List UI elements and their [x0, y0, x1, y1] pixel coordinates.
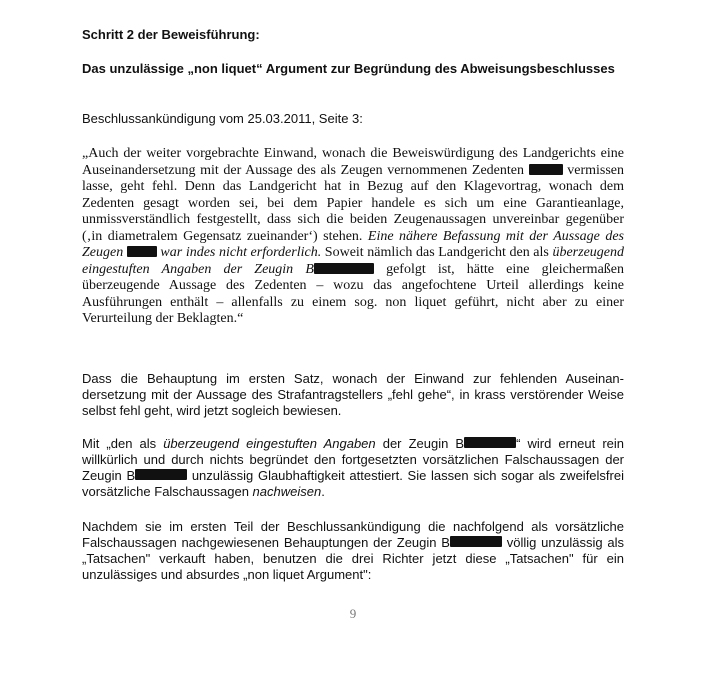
- body-paragraph-2: [82, 436, 624, 500]
- redaction-bar: [450, 536, 502, 547]
- redaction-bar: [464, 437, 516, 448]
- body-paragraph-3: [82, 519, 624, 583]
- announcement-reference: Beschlussankündigung vom 25.03.2011, Seite 3:: [82, 111, 363, 126]
- quote-text: vermissen lasse, geht fehl. Denn das Landgericht hat in Bezug auf den Klagevortrag, wonach dem Zedenten gesagt worden sei, bei dem Papier handele es sich um eine Garantieanlage, unmissverständlich festgestellt, dass sich die beiden Zeugenaussagen unvereinbar gegenüber (‚in diametralem Gegensatz zueinander‘) stehen.: [82, 162, 625, 244]
- quote-text: Soweit nämlich das Landgericht den als: [321, 245, 553, 260]
- paragraph-italic-text: nachweisen: [252, 484, 322, 499]
- paragraph-text: .: [321, 484, 325, 499]
- quote-text: „Auch der weiter vorgebrachte Einwand, wonach die Beweiswürdigung des Landgerichts eine Auseinandersetzung mit der Aussage des als Zeugen vernommenen Zedenten: [82, 146, 624, 178]
- paragraph-text: unzulässig Glaubhaftigkeit attestiert. Sie lassen sich sogar als zweifelsfrei vorsätzliche Falschaussagen: [82, 468, 624, 499]
- redaction-bar: [314, 263, 374, 274]
- section-heading: Das unzulässige „non liquet“ Argument zur Begründung des Abweisungsbeschlusses: [82, 61, 615, 76]
- paragraph-text: völlig unzulässig als „Tatsachen" verkauft haben, benutzen die drei Richter jetzt diese „Tatsachen" für ein unzulässiges und absurdes „non liquet Argument":: [82, 535, 624, 582]
- paragraph-text: Mit „den als: [82, 436, 164, 451]
- step-heading: Schritt 2 der Beweisführung:: [82, 27, 260, 42]
- quote-text: gefolgt ist, hätte eine gleichermaßen überzeugende Aussage des Zedenten – wozu das angefochtene Urteil allerdings keine Ausführungen enthält – allenfalls zu einem sog. non liquet geführt, nicht aber zu einer Verurteilung der Beklagten.“: [82, 261, 625, 326]
- paragraph-text: der Zeugin B: [375, 436, 465, 451]
- paragraph-text: Nachdem sie im ersten Teil der Beschlussankündigung die nachfolgend als vorsätzliche Falschaussagen nachgewiesenen Behauptungen der Zeugin B: [82, 519, 624, 550]
- body-paragraph-1: Dass die Behauptung im ersten Satz, wonach der Einwand zur fehlenden Auseinandersetzung mit der Aussage des Strafantragstellers „fehl gehe“, in krass verstörender Weise selbst fehl geht, wird jetzt sogleich bewiesen.: [82, 371, 624, 418]
- redaction-bar: [127, 246, 157, 257]
- redaction-bar: [529, 164, 563, 175]
- quote-italic-text: war indes nicht erforderlich.: [156, 245, 322, 260]
- quote-italic-text: Eine nähere Befassung mit der Aussage des Zeugen: [82, 228, 624, 260]
- paragraph-text: “ wird erneut rein willkürlich und durch nichts begründet den fortgesetzten vorsätzlichen Falschaussagen der Zeugin B: [82, 436, 624, 483]
- quote-italic-text: überzeugend eingestuften Angaben der Zeugin B: [82, 245, 625, 277]
- court-quote: [82, 146, 624, 328]
- page-number: 9: [349, 606, 357, 621]
- redaction-bar: [135, 469, 187, 480]
- paragraph-italic-text: überzeugend eingestuften Angaben: [163, 436, 376, 451]
